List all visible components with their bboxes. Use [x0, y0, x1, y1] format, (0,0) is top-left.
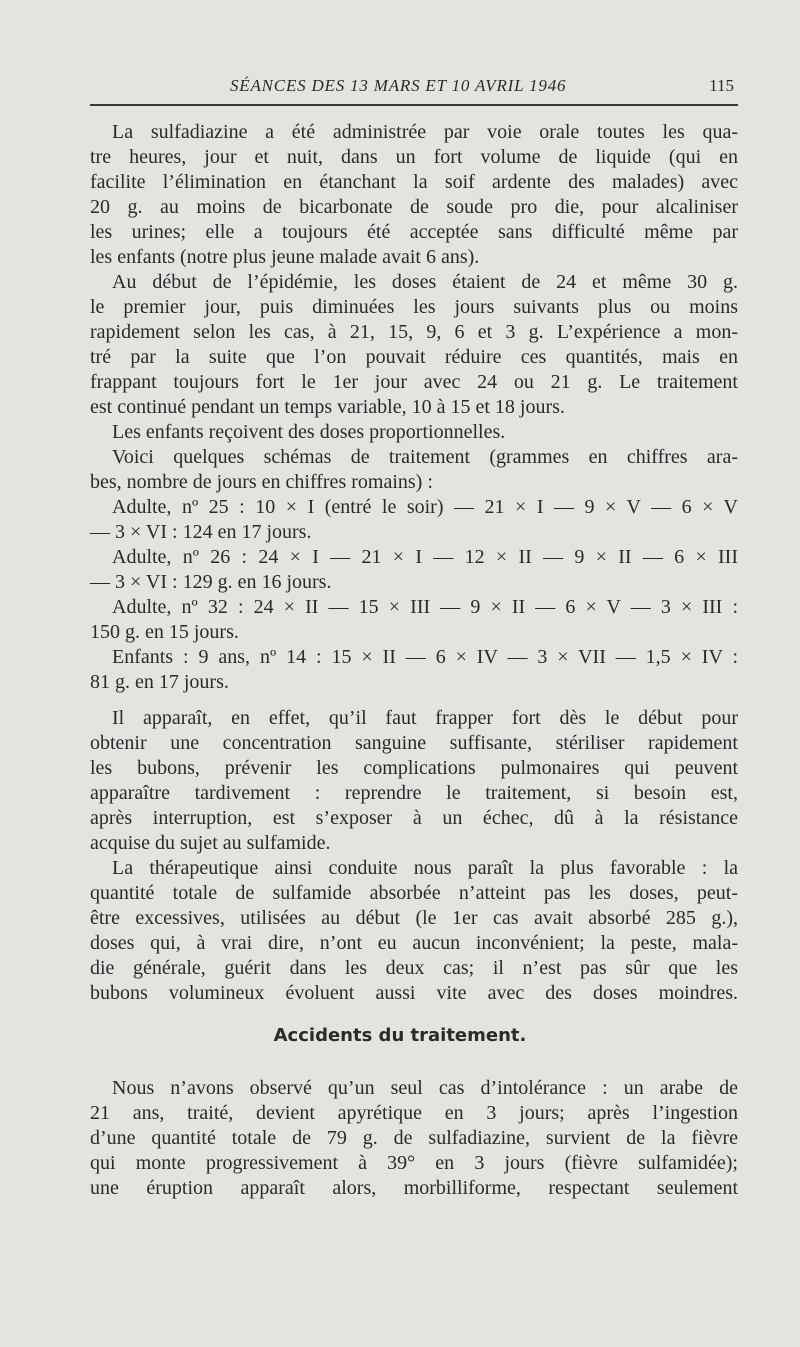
text-line: acquise du sujet au sulfamide. — [90, 832, 331, 854]
text-line: les enfants (notre plus jeune malade avait 6 ans). — [90, 246, 480, 268]
text-line: être excessives, utilisées au début (le 1er cas avait absorbé 285 g.), — [90, 907, 738, 929]
text-line: rapidement selon les cas, à 21, 15, 9, 6 et 3 g. L’expérience a mon- — [90, 321, 738, 343]
text-line: obtenir une concentration sanguine suffisante, stériliser rapidement — [90, 732, 738, 754]
text-line: apparaître tardivement : reprendre le traitement, si besoin est, — [90, 782, 738, 804]
text-line: Il apparaît, en effet, qu’il faut frapper fort dès le début pour — [112, 707, 738, 729]
text-line: frappant toujours fort le 1er jour avec 24 ou 21 g. Le traitement — [90, 371, 738, 393]
text-line: une éruption apparaît alors, morbilliforme, respectant seulement — [90, 1177, 738, 1199]
text-line: La thérapeutique ainsi conduite nous paraît la plus favorable : la — [112, 857, 738, 879]
text-line: Au début de l’épidémie, les doses étaient de 24 et même 30 g. — [112, 271, 738, 293]
text-line: tre heures, jour et nuit, dans un fort volume de liquide (qui en — [90, 146, 738, 168]
text-line: doses qui, à vrai dire, n’ont eu aucun inconvénient; la peste, mala- — [90, 932, 738, 954]
text-line: 21 ans, traité, devient apyrétique en 3 jours; après l’ingestion — [90, 1102, 738, 1124]
text-line: tré par la suite que l’on pouvait réduire ces quantités, mais en — [90, 346, 738, 368]
text-line: Nous n’avons observé qu’un seul cas d’intolérance : un arabe de — [112, 1077, 738, 1099]
text-line: 20 g. au moins de bicarbonate de soude pro die, pour alcaliniser — [90, 196, 738, 218]
text-line: d’une quantité totale de 79 g. de sulfadiazine, survient de la fièvre — [90, 1127, 738, 1149]
text-line: Enfants : 9 ans, nº 14 : 15 × II — 6 × IV — 3 × VII — 1,5 × IV : — [112, 646, 738, 668]
text-line: 150 g. en 15 jours. — [90, 621, 239, 643]
text-line: Les enfants reçoivent des doses proportionnelles. — [112, 421, 506, 443]
text-line: quantité totale de sulfamide absorbée n’atteint pas les doses, peut- — [90, 882, 738, 904]
text-line: le premier jour, puis diminuées les jours suivants plus ou moins — [90, 296, 738, 318]
text-line: facilite l’élimination en étanchant la soif ardente des malades) avec — [90, 171, 738, 193]
page-number: 115 — [709, 76, 734, 95]
text-line: Adulte, nº 25 : 10 × I (entré le soir) — 21 × I — 9 × V — 6 × V — [112, 496, 738, 518]
text-line: est continué pendant un temps variable, 10 à 15 et 18 jours. — [90, 396, 565, 418]
text-line: die générale, guérit dans les deux cas; il n’est pas sûr que les — [90, 957, 738, 979]
running-title: SÉANCES DES 13 MARS ET 10 AVRIL 1946 — [230, 76, 567, 95]
text-line: La sulfadiazine a été administrée par voie orale toutes les qua- — [112, 121, 738, 143]
text-line: bes, nombre de jours en chiffres romains) : — [90, 471, 433, 493]
text-line: les urines; elle a toujours été acceptée sans difficulté même par — [90, 221, 738, 243]
text-line: les bubons, prévenir les complications pulmonaires qui peuvent — [90, 757, 738, 779]
text-line: 81 g. en 17 jours. — [90, 671, 229, 693]
text-line: Adulte, nº 32 : 24 × II — 15 × III — 9 × II — 6 × V — 3 × III : — [112, 596, 738, 618]
text-line: qui monte progressivement à 39° en 3 jours (fièvre sulfamidée); — [90, 1152, 738, 1174]
text-line: bubons volumineux évoluent aussi vite avec des doses moindres. — [90, 982, 738, 1004]
section-heading: Accidents du traitement. — [273, 1025, 527, 1046]
text-line: — 3 × VI : 124 en 17 jours. — [90, 521, 312, 543]
running-header — [90, 74, 738, 106]
text-line: Voici quelques schémas de traitement (grammes en chiffres ara- — [112, 446, 738, 468]
text-line: — 3 × VI : 129 g. en 16 jours. — [90, 571, 332, 593]
text-line: Adulte, nº 26 : 24 × I — 21 × I — 12 × II — 9 × II — 6 × III — [112, 546, 738, 568]
text-line: après interruption, est s’exposer à un échec, dû à la résistance — [90, 807, 738, 829]
